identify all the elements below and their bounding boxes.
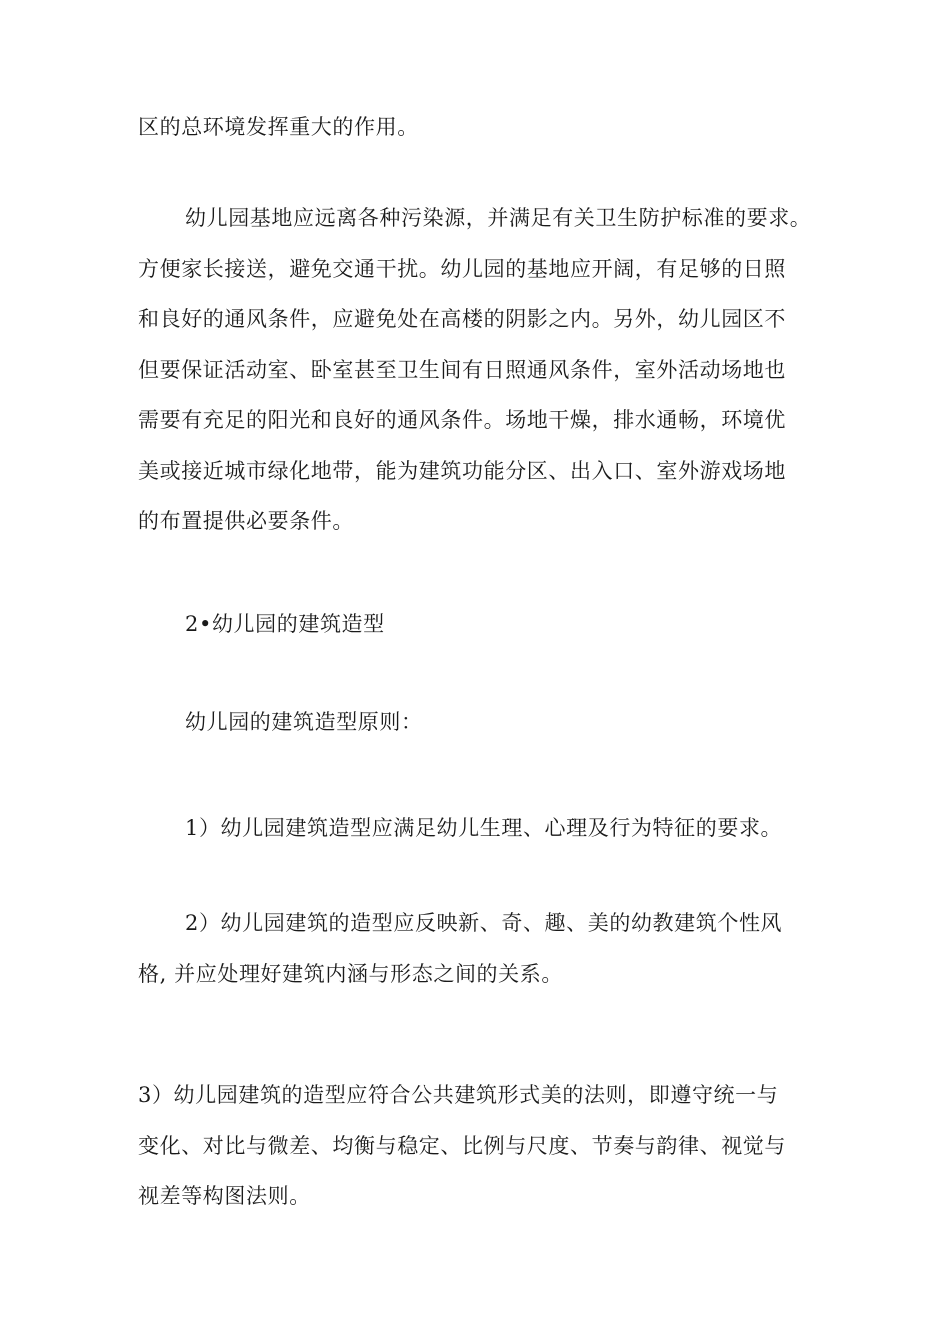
text-line: 2•幼儿园的建筑造型 [185,612,385,636]
text-line: 2）幼儿园建筑的造型应反映新、奇、趣、美的幼教建筑个性风 [185,911,783,935]
text-line: 但要保证活动室、卧室甚至卫生间有日照通风条件，室外活动场地也 [138,357,786,382]
list-item-principle-3 [138,1070,828,1222]
text-line: 的布置提供必要条件。 [138,509,354,533]
list-item-principle-2 [138,898,828,999]
text-line: 幼儿园的建筑造型原则： [185,710,423,734]
text-line: 需要有充足的阳光和良好的通风条件。场地干燥，排水通畅，环境优 [138,408,786,432]
text-line: 方便家长接送，避免交通干扰。幼儿园的基地应开阔，有足够的日照 [138,256,786,281]
paragraph-intro-tail [138,102,828,153]
text-line: 区的总环境发挥重大的作用。 [138,115,419,139]
text-line: 1）幼儿园建筑造型应满足幼儿生理、心理及行为特征的要求。 [185,816,783,840]
text-line: 变化、对比与微差、均衡与稳定、比例与尺度、节奏与韵律、视觉与 [138,1133,786,1158]
text-line: 视差等构图法则。 [138,1184,311,1208]
text-line: 和良好的通风条件，应避免处在高楼的阴影之内。另外，幼儿园区不 [138,307,786,331]
section-heading [138,599,828,650]
list-item-principle-1 [138,803,828,854]
text-line: 美或接近城市绿化地带，能为建筑功能分区、出入口、室外游戏场地 [138,458,786,483]
text-line: 3）幼儿园建筑的造型应符合公共建筑形式美的法则，即遵守统一与 [138,1083,779,1107]
paragraph-principles-intro [138,697,828,748]
text-line: 幼儿园基地应远离各种污染源，并满足有关卫生防护标准的要求。 [185,206,812,230]
text-line: 格, 并应处理好建筑内涵与形态之间的关系。 [138,961,563,986]
paragraph-site-requirements [138,193,828,547]
